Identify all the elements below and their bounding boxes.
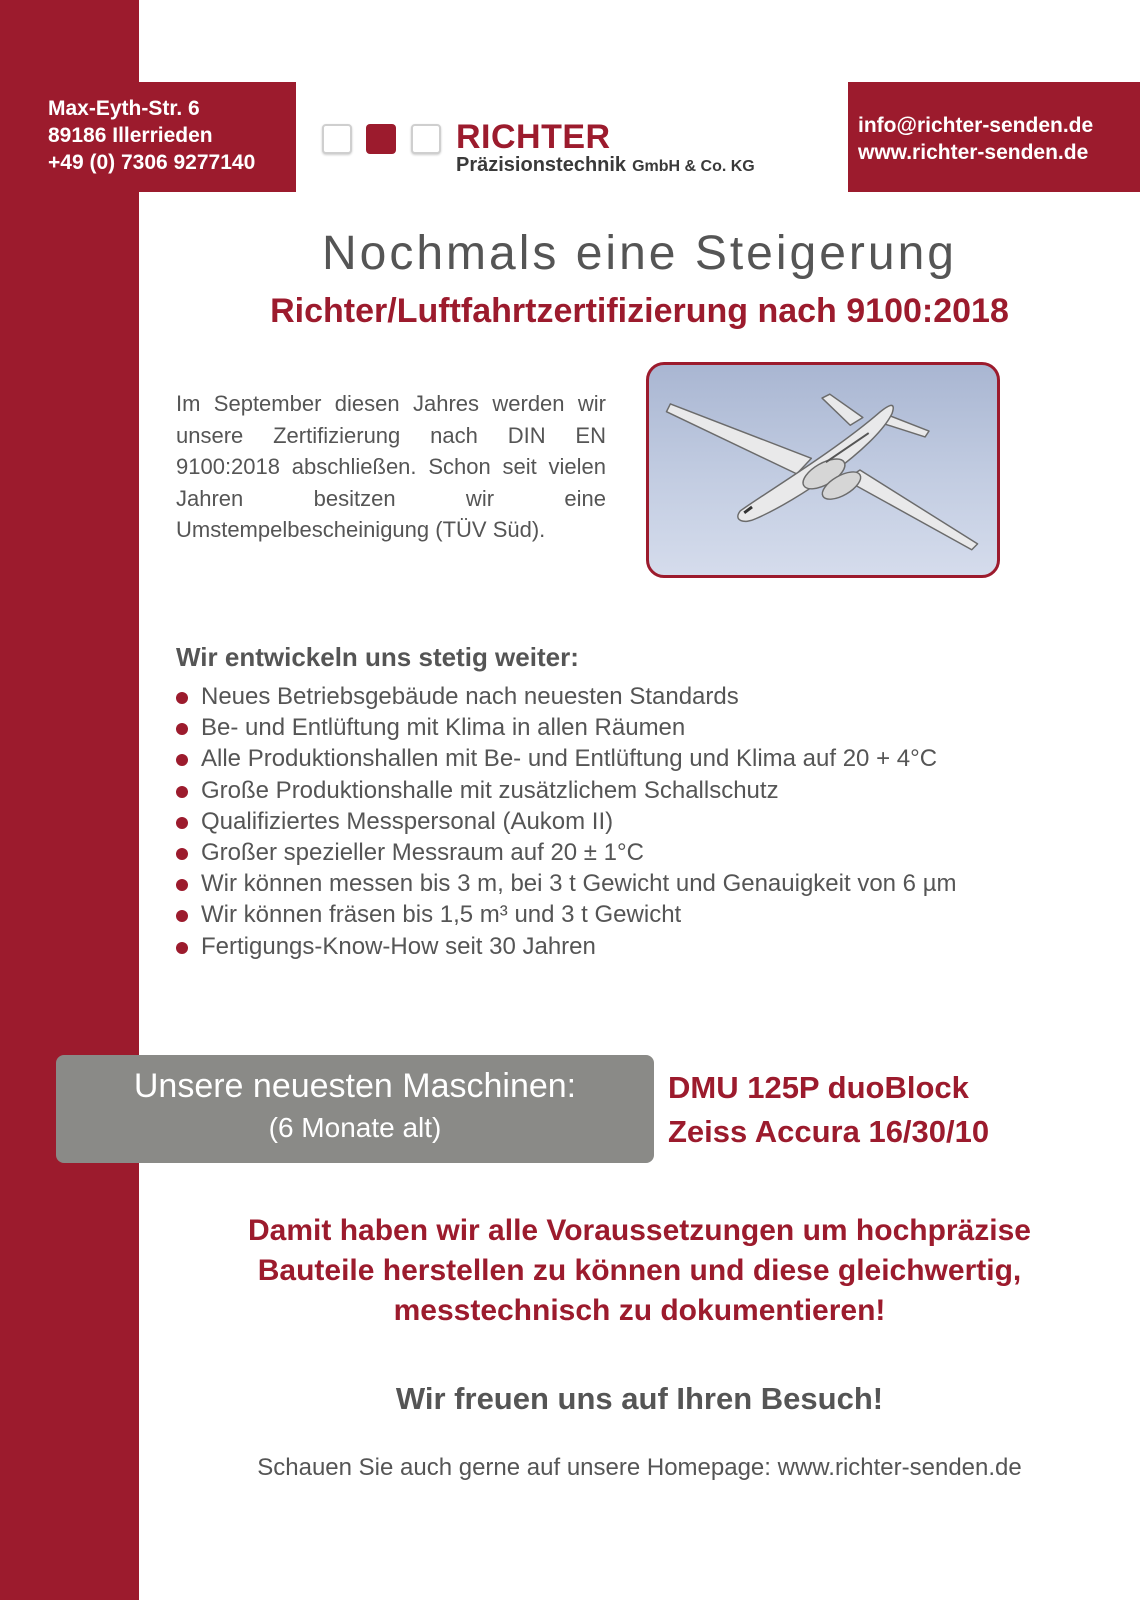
closing-line: Bauteile herstellen zu können und diese gleichwertig, [257,1254,1022,1287]
bullet-icon [176,786,188,798]
bullet-icon [176,910,188,922]
feature-text: Wir können messen bis 3 m, bei 3 t Gewicht und Genauigkeit von 6 µm [201,870,957,898]
bullet-icon [176,879,188,891]
contact-email[interactable]: info@richter-senden.de [858,114,1094,137]
list-item [176,681,957,712]
closing-line: Damit haben wir alle Voraussetzungen um hochpräzise [248,1214,1031,1247]
company-name: RICHTER [456,118,611,156]
bullet-icon [176,692,188,704]
machine-item: DMU 125P duoBlock [668,1070,969,1105]
list-item [176,806,957,837]
feature-text: Be- und Entlüftung mit Klima in allen Räumen [201,714,686,742]
machines-title: Unsere neuesten Maschinen: [133,1067,577,1105]
closing-line: messtechnisch zu dokumentieren! [393,1294,886,1327]
contact-box [848,82,1140,192]
logo-square-outline-icon [322,124,352,154]
feature-text: Wir können fräsen bis 1,5 m³ und 3 t Gewicht [201,901,682,929]
feature-text: Alle Produktionshallen mit Be- und Entlüftung und Klima auf 20 + 4°C [201,745,938,773]
feature-text: Fertigungs-Know-How seit 30 Jahren [201,932,596,960]
address-phone: +49 (0) 7306 9277140 [48,151,256,174]
company-subtitle: Präzisionstechnik [456,154,627,176]
intro-paragraph: Im September diesen Jahres werden wir unsere Zertifizierung nach DIN EN 9100:2018 abschließen. Schon seit vielen Jahren besitzen wir eine Umstempelbescheinigung (TÜV Süd). [176,391,606,542]
bullet-icon [176,754,188,766]
bullet-icon [176,723,188,735]
contact-website[interactable]: www.richter-senden.de [858,141,1089,164]
address-box [0,82,296,192]
logo-square-filled-icon [366,124,396,154]
closing-statement [139,1211,1140,1331]
list-item [176,712,957,743]
left-accent-bar [0,0,139,1600]
airplane-icon [649,365,997,575]
address-street: Max-Eyth-Str. 6 [48,97,200,120]
machines-list [668,1066,989,1154]
feature-text: Große Produktionshalle mit zusätzlichem Schallschutz [201,776,779,804]
features-title: Wir entwickeln uns stetig weiter: [176,642,579,672]
bullet-icon [176,817,188,829]
bullet-icon [176,848,188,860]
feature-text: Neues Betriebsgebäude nach neuesten Standards [201,683,739,710]
company-legal-form: GmbH & Co. KG [632,158,755,175]
logo-square-outline-icon [411,124,441,154]
machines-age: (6 Monate alt) [268,1112,442,1143]
features-list [176,681,957,962]
company-subtitle-line [456,154,755,177]
page-title: Nochmals eine Steigerung [322,227,957,280]
list-item [176,743,957,774]
list-item [176,931,957,962]
machine-item: Zeiss Accura 16/30/10 [668,1114,990,1149]
homepage-note: Schauen Sie auch gerne auf unsere Homepage: www.richter-senden.de [257,1454,1022,1481]
visit-invitation: Wir freuen uns auf Ihren Besuch! [395,1381,884,1416]
page-subtitle: Richter/Luftfahrtzertifizierung nach 9100:2018 [270,292,1009,330]
bullet-icon [176,942,188,954]
list-item [176,837,957,868]
list-item [176,775,957,806]
address-city: 89186 Illerrieden [48,124,213,147]
list-item [176,868,957,899]
list-item [176,899,957,930]
feature-text: Großer spezieller Messraum auf 20 ± 1°C [201,839,644,867]
company-logo [322,118,842,178]
machines-banner [56,1055,654,1163]
airplane-photo [646,362,1000,578]
feature-text: Qualifiziertes Messpersonal (Aukom II) [201,807,614,835]
